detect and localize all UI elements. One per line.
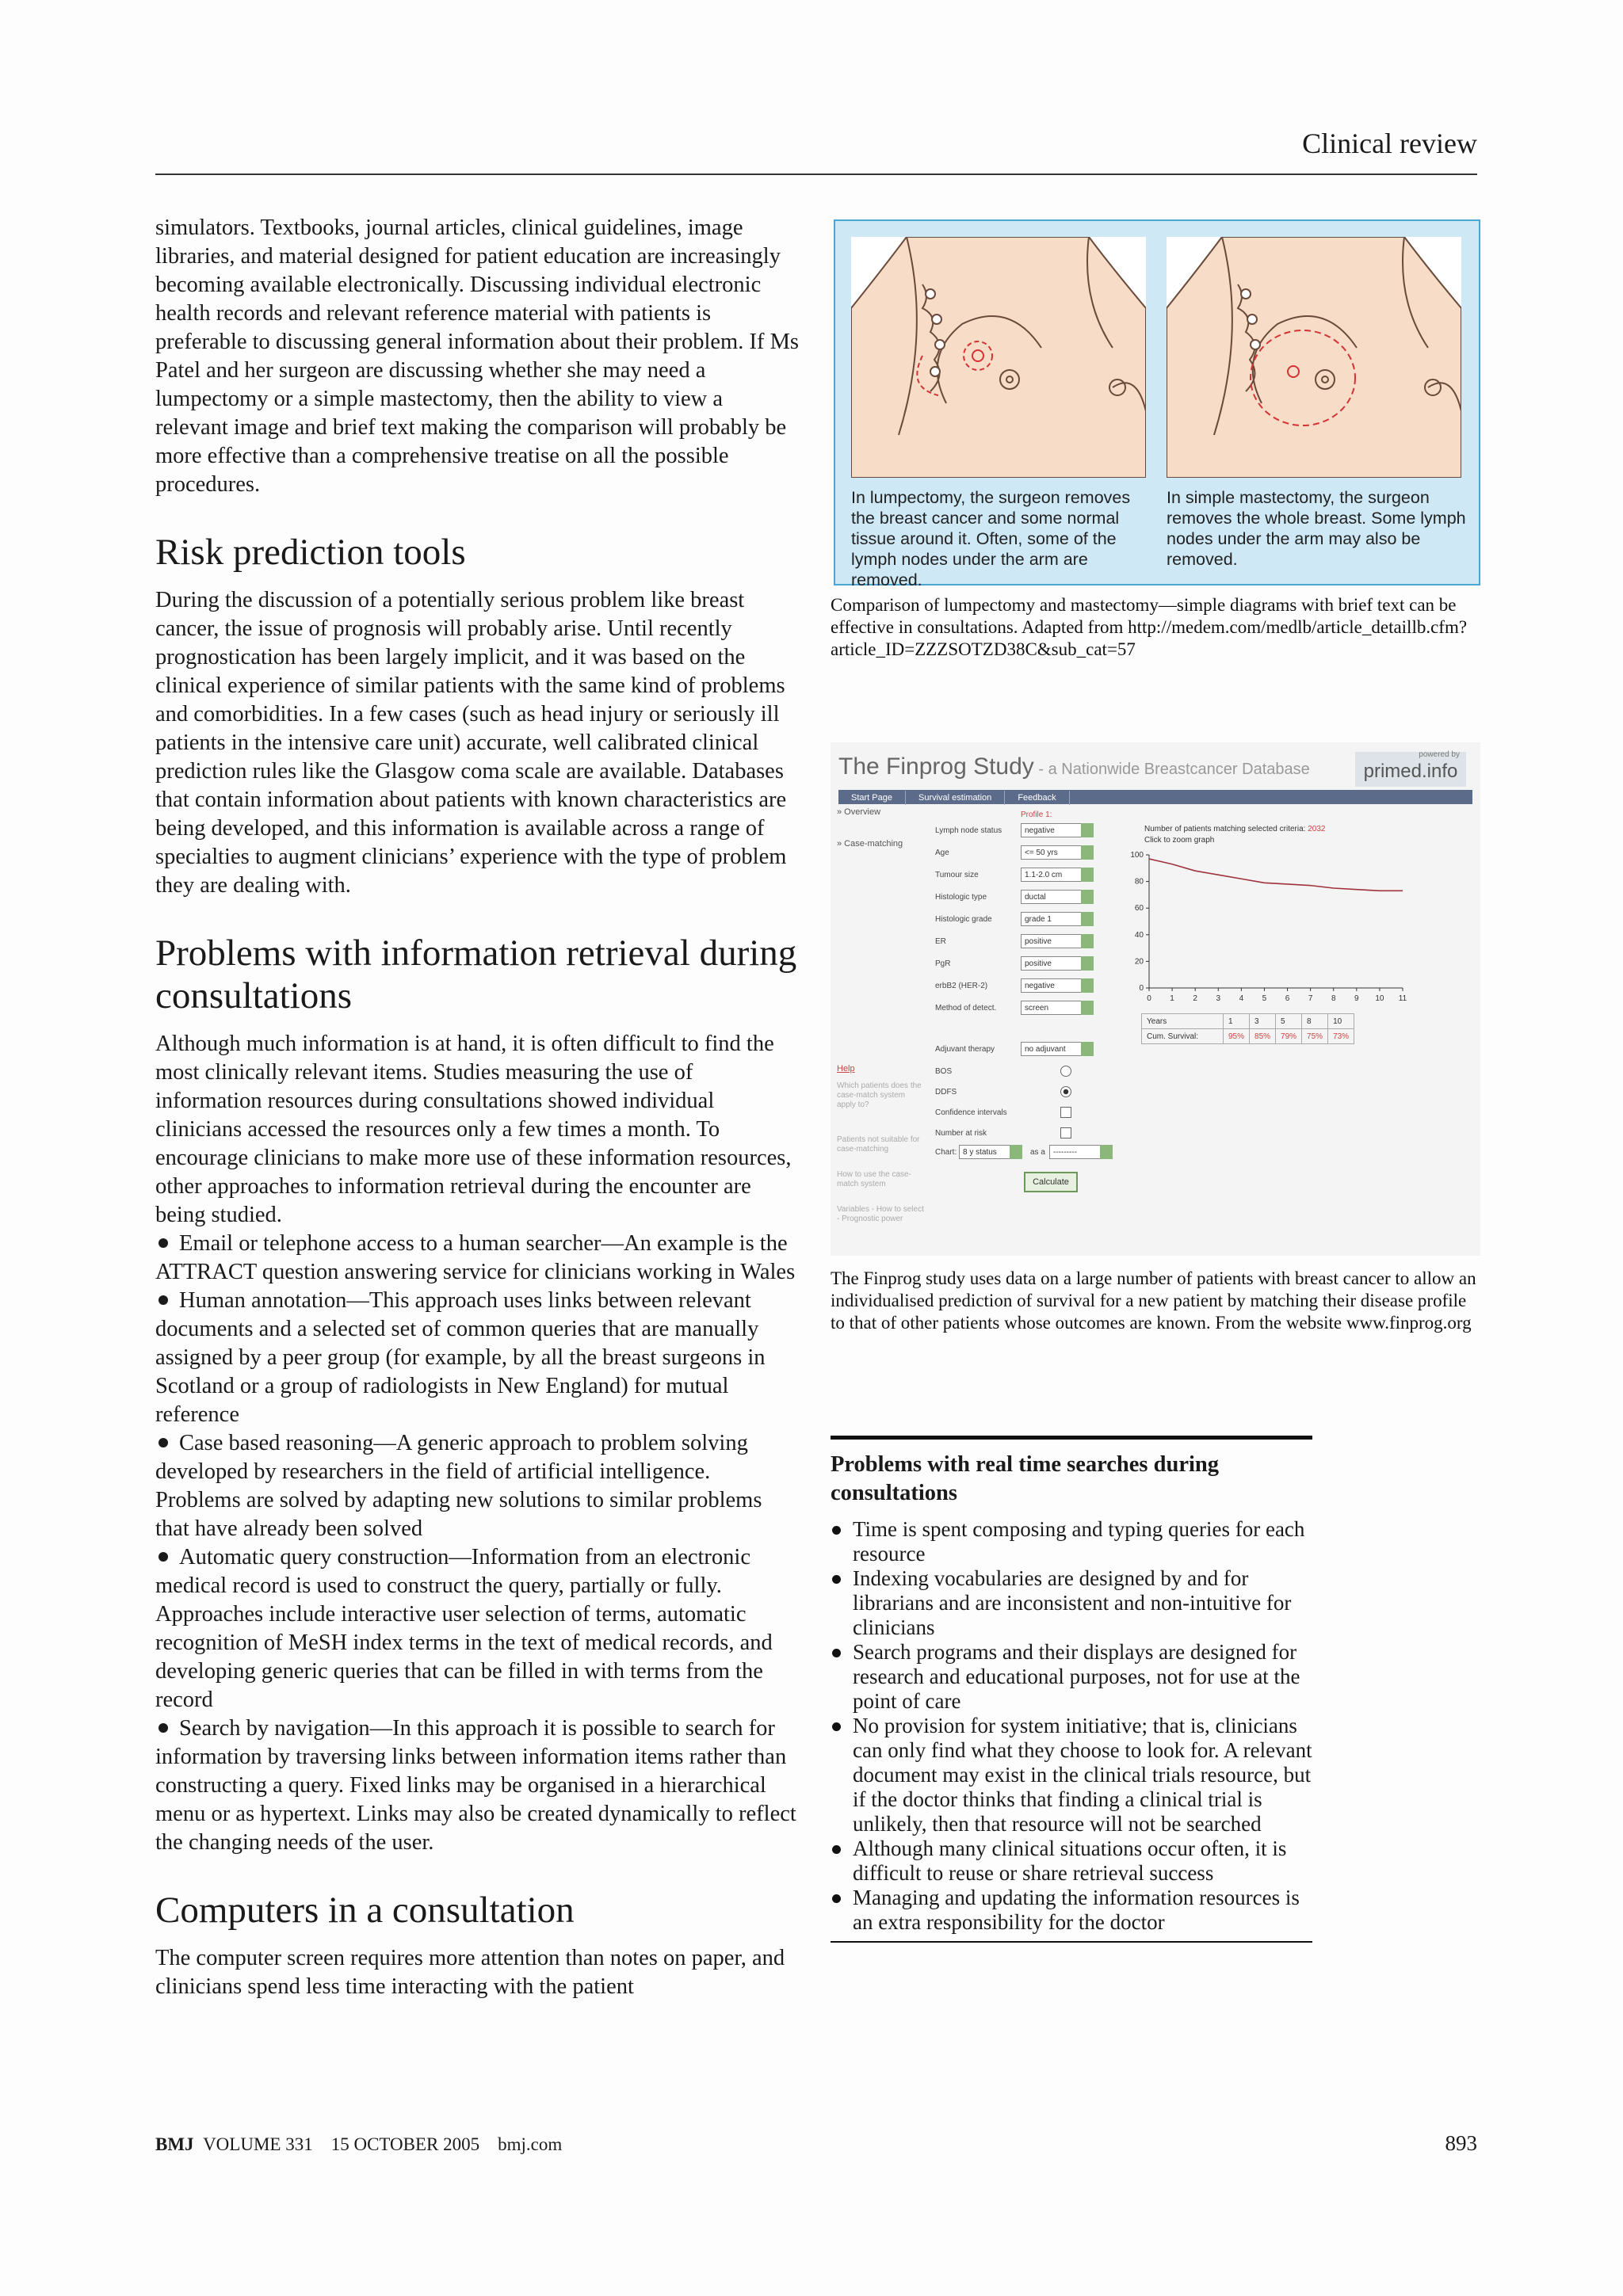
bos-radio[interactable] <box>1060 1066 1071 1077</box>
y-tick-label: 40 <box>1134 930 1144 940</box>
x-tick-label: 4 <box>1239 994 1244 1003</box>
y-tick-label: 80 <box>1134 877 1144 887</box>
bullet-item: Email or telephone access to a human searcher—An example is the ATTRACT question answering service for clinicians working in Wales <box>155 1231 796 1284</box>
y-tick-label: 100 <box>1130 851 1144 860</box>
field-label: Tumour size <box>935 871 979 879</box>
box-top-rule <box>831 1436 1312 1440</box>
field-select[interactable]: ductal <box>1021 890 1094 904</box>
help-link[interactable]: Patients not suitable for case-matching <box>837 1135 920 1154</box>
finprog-nav <box>838 790 1472 804</box>
field-select[interactable]: negative <box>1021 823 1094 837</box>
lumpectomy-text: In lumpectomy, the surgeon removes the breast cancer and some normal tissue around it. Often, some of the lymph nodes under the arm are removed. <box>851 488 1131 589</box>
zoom-link[interactable]: Click to zoom graph <box>1144 836 1215 845</box>
bullet-icon <box>158 1438 168 1447</box>
table-cell: 10 <box>1328 1014 1354 1029</box>
survival-line <box>1149 859 1403 891</box>
x-tick-label: 10 <box>1375 994 1384 1003</box>
help-link[interactable]: Variables - How to select - Prognostic power <box>837 1205 924 1223</box>
nav-start-page[interactable]: Start Page <box>838 791 906 805</box>
x-tick-label: 5 <box>1262 994 1267 1003</box>
list-item: Time is spent composing and typing queries for each resource <box>831 1517 1312 1566</box>
mastectomy-text: In simple mastectomy, the surgeon removes the whole breast. Some lymph nodes under the arm may also be removed. <box>1167 488 1466 569</box>
list-item: No provision for system initiative; that is, clinicians can only find what they choose to look for. A relevant document may exist in the clinical trials resource, but if the doctor thinks that finding a clinical trial is unlikely, then that resource will not be searched <box>831 1714 1312 1836</box>
matching-info: Number of patients matching selected criteria: 2032 <box>1144 825 1326 833</box>
page-number: 893 <box>1445 2131 1477 2155</box>
option-label: Number at risk <box>935 1129 987 1138</box>
side-overview-link[interactable]: » Overview <box>837 807 881 817</box>
number-at-risk-checkbox[interactable] <box>1060 1127 1071 1138</box>
bullet-item: Human annotation—This approach uses links between relevant documents and a selected set of common queries that are manually assigned by a peer group (for example, by all the breast surgeons in Scotland or a group of radiologists in New England) for mutual reference <box>155 1288 766 1427</box>
field-label: PgR <box>935 959 951 968</box>
y-tick-label: 60 <box>1134 904 1144 913</box>
x-tick-label: 2 <box>1193 994 1197 1003</box>
list-item: Managing and updating the information resources is an extra responsibility for the doctor <box>831 1886 1312 1935</box>
left-column <box>155 214 799 2001</box>
table-row-label: Cum. Survival: <box>1142 1029 1224 1044</box>
figure2-caption: The Finprog study uses data on a large number of patients with breast cancer to allow an individualised prediction of survival for a new patient by matching their disease profile to that of other patients whose outcomes are known. From the website www.finprog.org <box>831 1268 1476 1333</box>
body-paragraph: simulators. Textbooks, journal articles, clinical guidelines, image libraries, and material designed for patient education are increasingly becoming available electronically. Discussing individual electronic health records and relevant reference material with patients is preferable to discussing general information about their problem. If Ms Patel and her surgeon are discussing whether she may need a lumpectomy or a simple mastectomy, then the ability to view a relevant image and brief text making the comparison will probably be more effective than a comprehensive treatise on all the possible procedures. <box>155 215 800 497</box>
as-a-select[interactable]: --------- <box>1049 1145 1113 1159</box>
ddfs-radio[interactable] <box>1060 1086 1071 1097</box>
bullet-item: Automatic query construction—Information from an electronic medical record is used to construct the query, partially or fully. Approaches include interactive user selection of terms, automatic recognition of MeSH index terms in the text of medical records, and developing generic queries that can be filled in with terms from the record <box>155 1545 773 1712</box>
option-label: DDFS <box>935 1088 957 1097</box>
field-select[interactable]: negative <box>1021 978 1094 993</box>
figure-lumpectomy-mastectomy <box>834 219 1480 589</box>
x-tick-label: 9 <box>1354 994 1359 1003</box>
y-tick-label: 0 <box>1139 984 1144 993</box>
section-label: Clinical review <box>1302 128 1477 159</box>
help-link[interactable]: Which patients does the case-match system apply to? <box>837 1081 922 1109</box>
field-label: Method of detect. <box>935 1004 997 1013</box>
y-tick-label: 20 <box>1134 957 1144 967</box>
table-cell: 1 <box>1224 1014 1250 1029</box>
table-cell: 73% <box>1328 1029 1354 1044</box>
survival-chart[interactable] <box>1125 849 1411 1007</box>
profile-label: Profile 1: <box>1021 810 1052 819</box>
body-paragraph: During the discussion of a potentially serious problem like breast cancer, the issue of prognosis will probably arise. Until recently prognostication has been largely implicit, and it was based on the clinical experience of similar patients with the same kind of problems and comorbidities. In a few cases (such as head injury or seriously ill patients in the intensive care unit) accurate, well calibrated clinical prediction rules like the Glasgow coma scale are available. Databases that contain information about patients with known characteristics are being developed, and this information is available across a range of specialties to augment clinicians’ experience with the type of problem they are dealing with. <box>155 588 787 898</box>
field-label: erbB2 (HER-2) <box>935 982 988 990</box>
help-title[interactable]: Help <box>837 1064 855 1074</box>
field-label: Histologic grade <box>935 915 992 924</box>
help-link[interactable]: How to use the case-match system <box>837 1170 911 1188</box>
field-select[interactable]: grade 1 <box>1021 912 1094 926</box>
x-tick-label: 0 <box>1147 994 1151 1003</box>
box-title: Problems with real time searches during consultations <box>831 1452 1219 1505</box>
list-item: Indexing vocabularies are designed by and for librarians and are inconsistent and non-intuitive for clinicians <box>831 1566 1312 1640</box>
field-select[interactable]: no adjuvant <box>1021 1042 1094 1056</box>
x-tick-label: 1 <box>1170 994 1174 1003</box>
field-select[interactable]: screen <box>1021 1001 1094 1015</box>
bullet-icon <box>158 1552 168 1562</box>
field-label: Age <box>935 849 949 857</box>
x-tick-label: 6 <box>1285 994 1290 1003</box>
footer-citation: BMJ VOLUME 331 15 OCTOBER 2005 bmj.com <box>155 2134 563 2154</box>
box-list <box>831 1517 1312 1935</box>
side-case-matching-link[interactable]: » Case-matching <box>837 839 903 849</box>
table-cell: 85% <box>1250 1029 1276 1044</box>
option-label: Confidence intervals <box>935 1108 1007 1117</box>
table-cell: 95% <box>1224 1029 1250 1044</box>
bullet-item: Search by navigation—In this approach it is possible to search for information by traversing links between information items rather than constructing a query. Fixed links may be organised in a hierarchical menu or as hypertext. Links may also be created dynamically to reflect the changing needs of the user. <box>155 1716 796 1855</box>
mastectomy-diagram <box>1167 237 1461 478</box>
nav-feedback[interactable]: Feedback <box>1005 791 1069 805</box>
list-item: Although many clinical situations occur often, it is difficult to reuse or share retrieval success <box>831 1836 1312 1886</box>
box-bottom-rule <box>831 1941 1312 1943</box>
finprog-screenshot <box>831 742 1480 1256</box>
table-cell: 3 <box>1250 1014 1276 1029</box>
bullet-icon <box>158 1295 168 1305</box>
finprog-title: The Finprog Study - a Nationwide Breastcancer Database <box>838 753 1310 780</box>
bullet-icon <box>158 1723 168 1733</box>
body-paragraph: Although much information is at hand, it is often difficult to find the most clinically relevant items. Studies measuring the use of information resources during consultations showed individual clinicians accessed the resources only a few times a month. To encourage clinicians to make more use of these information resources, other approaches to information retrieval during the encounter are being studied. <box>155 1032 792 1227</box>
field-label: Lymph node status <box>935 826 1002 835</box>
field-select[interactable]: positive <box>1021 956 1094 971</box>
calculate-button[interactable]: Calculate <box>1024 1172 1078 1192</box>
header-rule <box>155 174 1477 175</box>
table-cell: 8 <box>1302 1014 1328 1029</box>
figure1-caption: Comparison of lumpectomy and mastectomy—simple diagrams with brief text can be effective in consultations. Adapted from http://medem.com/medlb/article_detaillb.cfm?article_ID=ZZZSOTZD38C&sub_cat=57 <box>831 595 1468 659</box>
lumpectomy-diagram <box>851 237 1146 478</box>
primed-logo: powered by primed.info <box>1355 752 1466 787</box>
field-select[interactable]: 1.1-2.0 cm <box>1021 868 1094 882</box>
confidence-checkbox[interactable] <box>1060 1107 1071 1118</box>
table-cell: 79% <box>1276 1029 1302 1044</box>
field-label: Adjuvant therapy <box>935 1045 995 1054</box>
problems-box <box>831 1436 1312 1943</box>
x-tick-label: 8 <box>1331 994 1336 1003</box>
option-label: BOS <box>935 1067 953 1076</box>
survival-table <box>1141 1013 1354 1044</box>
bullet-icon <box>158 1238 168 1248</box>
field-label: Histologic type <box>935 893 987 902</box>
x-tick-label: 3 <box>1216 994 1221 1003</box>
heading-computers: Computers in a consultation <box>155 1890 575 1931</box>
field-label: ER <box>935 937 946 946</box>
body-paragraph: The computer screen requires more attention than notes on paper, and clinicians spend less time interacting with the patient <box>155 1946 785 1999</box>
chart-label: Chart: <box>935 1148 957 1157</box>
x-tick-label: 7 <box>1308 994 1313 1003</box>
field-select[interactable]: positive <box>1021 934 1094 948</box>
field-select[interactable]: <= 50 yrs <box>1021 845 1094 860</box>
table-row-label: Years <box>1142 1014 1224 1029</box>
table-cell: 75% <box>1302 1029 1328 1044</box>
heading-risk-prediction: Risk prediction tools <box>155 532 466 573</box>
as-a-label: as a <box>1030 1148 1045 1157</box>
x-tick-label: 11 <box>1398 994 1407 1003</box>
nav-survival-estimation[interactable]: Survival estimation <box>906 791 1005 805</box>
list-item: Search programs and their displays are designed for research and educational purposes, not for use at the point of care <box>831 1640 1312 1714</box>
heading-information-retrieval: Problems with information retrieval during consultations <box>155 933 797 1016</box>
table-cell: 5 <box>1276 1014 1302 1029</box>
chart-type-select[interactable]: 8 y status <box>959 1145 1022 1159</box>
bullet-item: Case based reasoning—A generic approach to problem solving developed by researchers in the field of artificial intelligence. Problems are solved by adapting new solutions to similar problems that have already been solved <box>155 1431 762 1541</box>
